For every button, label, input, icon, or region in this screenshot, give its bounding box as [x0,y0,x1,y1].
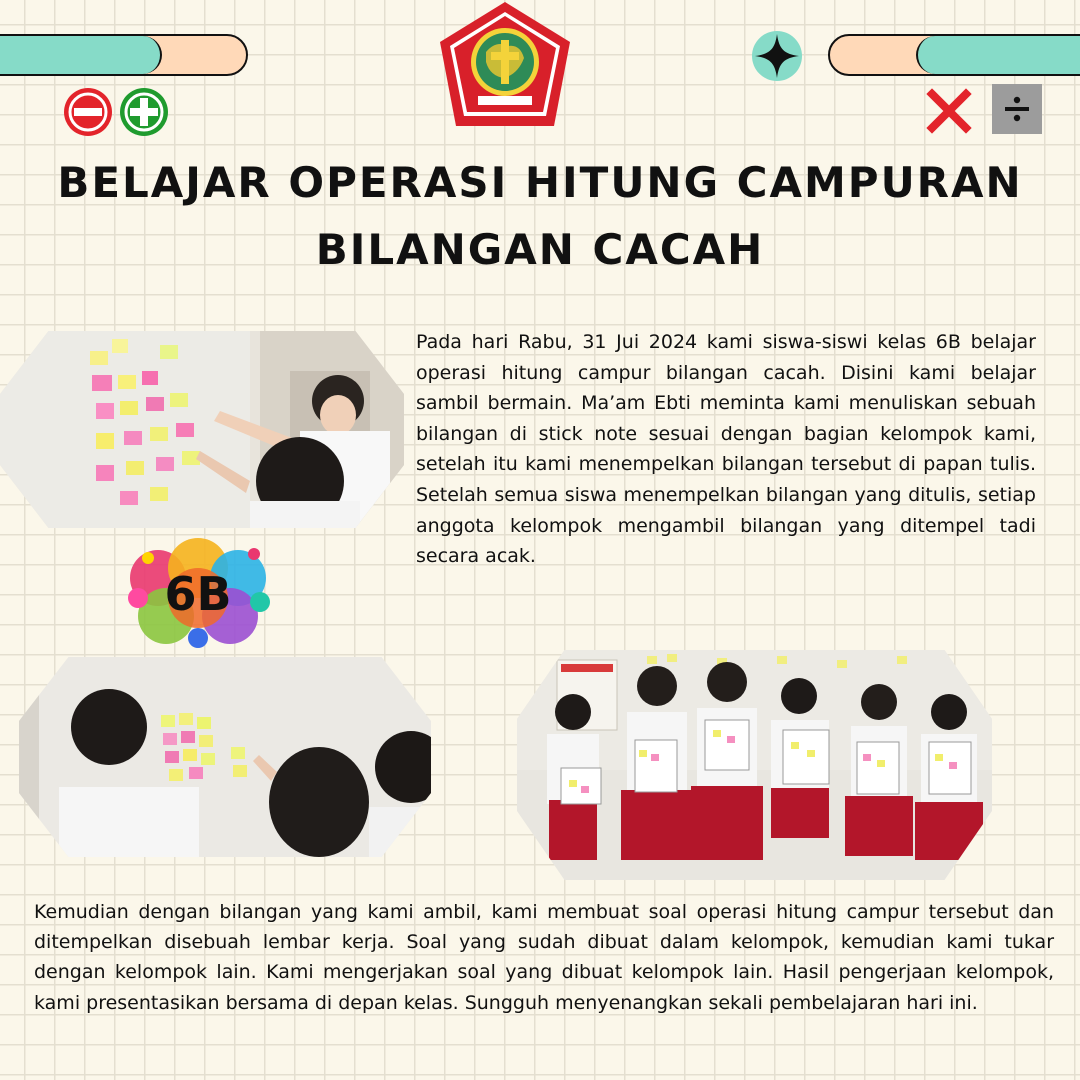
class-badge [118,538,278,650]
students-sticking-notes-photo [0,331,404,528]
story-paragraph-1: Pada hari Rabu, 31 Jui 2024 kami siswa-siswi kelas 6B belajar operasi hitung campur bilangan cacah. Disini kami belajar sambil bermain. Ma’am Ebti meminta kami menuliskan sebuah bilangan di stick note sesuai dengan bagian kelompok kami, setelah itu kami menempelkan bilangan tersebut di papan tulis. Setelah semua siswa menempelkan bilangan yang ditulis, setiap anggota kelompok mengambil bilangan yang ditempel tadi secara acak. [416,331,1036,568]
sparkle-icon [750,29,804,83]
page-title-line1: BELAJAR OPERASI HITUNG CAMPURAN [57,158,1023,207]
class-badge-label: 6B [164,567,232,621]
page-title-line2: BILANGAN CACAH [315,225,765,274]
divide-icon [992,84,1042,134]
group-presentation-photo [517,650,992,880]
decorative-pill-right [828,34,1080,76]
minus-icon [62,86,114,138]
school-logo [438,0,572,130]
students-at-board-photo [19,657,431,857]
times-icon [924,86,974,136]
decorative-pill-left [0,34,248,76]
plus-icon [118,86,170,138]
story-paragraph-2: Kemudian dengan bilangan yang kami ambil, kami membuat soal operasi hitung campur tersebut dan ditempelkan disebuah lembar kerja. Soal yang sudah dibuat dalam kelompok, kemudian kami tukar dengan kelompok lain. Kami mengerjakan soal yang dibuat kelompok lain. Hasil pengerjaan kelompok, kami presentasikan bersama di depan kelas. Sungguh menyenangkan sekali pembelajaran hari ini. [34,901,1054,1014]
